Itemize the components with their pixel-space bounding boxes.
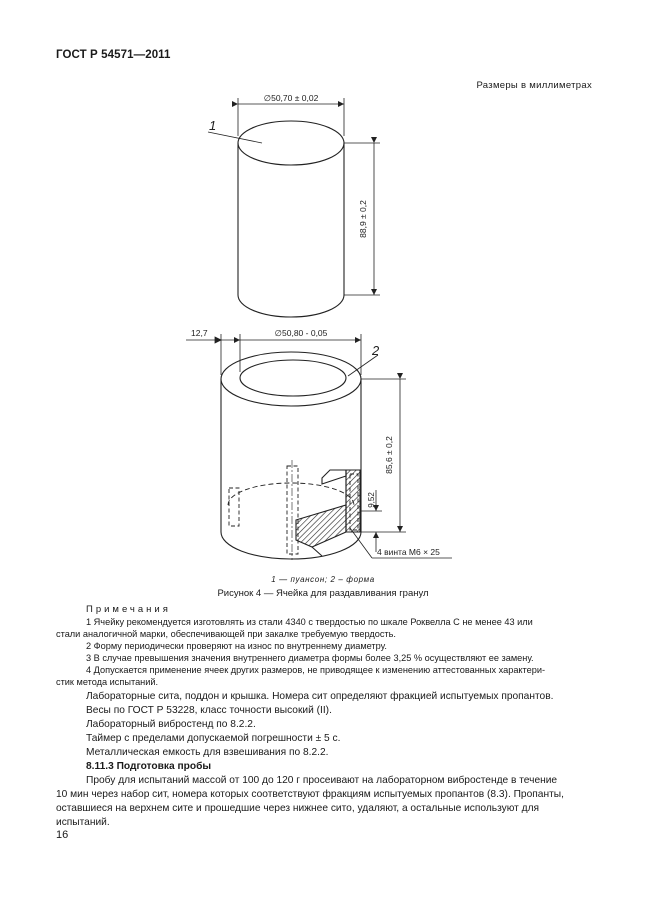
body-paragraph: Лабораторные сита, поддон и крышка. Номера сит определяют фракцией испытуемых пропантов. xyxy=(86,691,554,702)
note-item: 4 Допускается применение ячеек других размеров, не приводящее к изменению аттестованных характери- стик метода испытаний. xyxy=(56,665,546,687)
punch-diameter-dimension xyxy=(238,98,344,136)
mold-callout-number: 2 xyxy=(372,343,380,358)
punch-callout-number: 1 xyxy=(209,118,217,133)
note-item: 3 В случае превышения значения внутреннего диаметра формы более 3,25 % осуществляют ее замену. xyxy=(86,653,534,663)
mold-diameter-dimension xyxy=(186,334,361,375)
notes-title: Примечания xyxy=(86,604,171,615)
figure-legend: 1 — пуансон; 2 – форма xyxy=(271,575,375,584)
body-paragraph: Металлическая емкость для взвешивания по 8.2.2. xyxy=(86,747,329,758)
mold-diameter-label: ∅50,80 - 0,05 xyxy=(274,328,328,338)
page-number: 16 xyxy=(56,829,69,841)
body-paragraph: Весы по ГОСТ Р 53228, класс точности высокий (II). xyxy=(86,705,332,716)
body-paragraph: Лабораторный вибростенд по 8.2.2. xyxy=(86,719,256,730)
punch-callout-leader xyxy=(208,132,262,143)
punch-diameter-label: ∅50,70 ± 0,02 xyxy=(263,93,319,103)
mold-height-dimension xyxy=(360,379,406,552)
punch-height-label: 88,9 ± 0,2 xyxy=(358,200,368,238)
screws-label: 4 винта М6 × 25 xyxy=(377,547,440,557)
note-item: 1 Ячейку рекомендуется изготовлять из стали 4340 с твердостью по шкале Роквелла С не менее 43 или стали аналогичной марки, обеспечивающей при закалке требуемую твердость. xyxy=(56,617,533,639)
mold-wall-label: 12,7 xyxy=(191,328,208,338)
screw-height-label: 9,52 xyxy=(367,492,376,508)
units-note: Размеры в миллиметрах xyxy=(476,80,592,91)
final-paragraph: Пробу для испытаний массой от 100 до 120 г просеивают на лабораторном вибростенде в течение 10 мин через набор сит, номера которых соответствуют фракциям испытуемых пропантов (8.3). Пропанты, оставшиеся на верхнем сите и прошедшие через нижнее сито, удаляют, а остальные используют для испытаний. xyxy=(56,775,564,828)
section-heading: 8.11.3 Подготовка пробы xyxy=(86,761,212,772)
punch-cylinder xyxy=(238,121,344,317)
figure-caption: Рисунок 4 — Ячейка для раздавливания гранул xyxy=(217,588,429,599)
document-header: ГОСТ Р 54571—2011 xyxy=(56,49,171,61)
body-paragraph: Таймер с пределами допускаемой погрешности ± 5 с. xyxy=(86,733,341,744)
mold-height-label: 85,6 ± 0,2 xyxy=(384,436,394,474)
note-item: 2 Форму периодически проверяют на износ по внутреннему диаметру. xyxy=(86,641,387,651)
